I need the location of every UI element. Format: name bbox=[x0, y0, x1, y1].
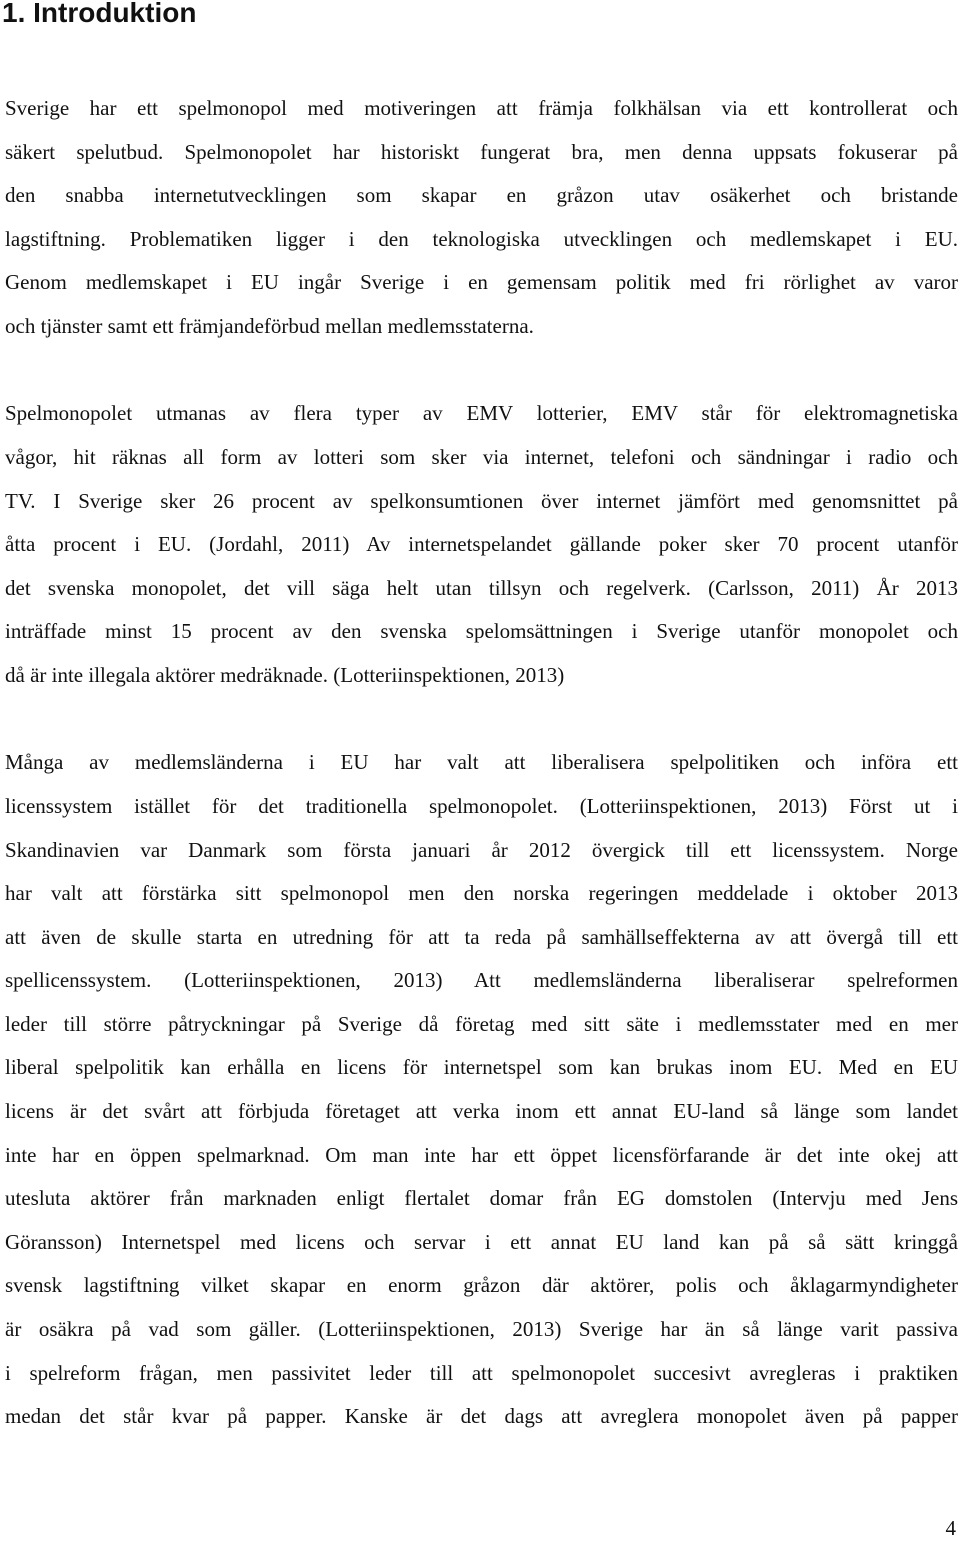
text-line: det svenska monopolet, det vill säga helt utan tillsyn och regelverk. (Carlsson, 2011) År 2013 bbox=[5, 576, 958, 600]
text-line: svensk lagstiftning vilket skapar en enorm gråzon där aktörer, polis och åklagarmyndigheter bbox=[5, 1273, 958, 1297]
text-line: Göransson) Internetspel med licens och servar i ett annat EU land kan på så sätt kringgå bbox=[5, 1230, 958, 1254]
text-line: utesluta aktörer från marknaden enligt flertalet domar från EG domstolen (Intervju med Jens bbox=[5, 1186, 958, 1210]
text-line: har valt att förstärka sitt spelmonopol men den norska regeringen meddelade i oktober 2013 bbox=[5, 881, 958, 905]
text-line: inte har en öppen spelmarknad. Om man inte har ett öppet licensförfarande är det inte okej att bbox=[5, 1143, 958, 1167]
text-line: att även de skulle starta en utredning för att ta reda på samhällseffekterna av att övergå till ett bbox=[5, 925, 958, 949]
text-line: den snabba internetutvecklingen som skapar en gråzon utav osäkerhet och bristande bbox=[5, 183, 958, 207]
text-line: medan det står kvar på papper. Kanske är det dags att avreglera monopolet även på papper bbox=[5, 1404, 958, 1428]
text-line: och tjänster samt ett främjandeförbud mellan medlemsstaterna. bbox=[5, 314, 534, 338]
text-line: är osäkra på vad som gäller. (Lotteriinspektionen, 2013) Sverige har än så länge varit passiva bbox=[5, 1317, 958, 1341]
text-line: åtta procent i EU. (Jordahl, 2011) Av internetspelandet gällande poker sker 70 procent utanför bbox=[5, 532, 958, 556]
text-line: TV. I Sverige sker 26 procent av spelkonsumtionen över internet jämfört med genomsnittet på bbox=[5, 489, 958, 513]
text-line: licens är det svårt att förbjuda företaget att verka inom ett annat EU-land så länge som landet bbox=[5, 1099, 958, 1123]
text-line: Genom medlemskapet i EU ingår Sverige i en gemensam politik med fri rörlighet av varor bbox=[5, 270, 958, 294]
text-line: lagstiftning. Problematiken ligger i den teknologiska utvecklingen och medlemskapet i EU. bbox=[5, 227, 958, 251]
text-line: Skandinavien var Danmark som första januari år 2012 övergick till ett licenssystem. Norge bbox=[5, 838, 958, 862]
page-number: 4 bbox=[945, 1516, 956, 1540]
text-line: liberal spelpolitik kan erhålla en licens för internetspel som kan brukas inom EU. Med en EU bbox=[5, 1055, 958, 1079]
text-line: inträffade minst 15 procent av den svenska spelomsättningen i Sverige utanför monopolet och bbox=[5, 619, 958, 643]
text-line: Spelmonopolet utmanas av flera typer av EMV lotterier, EMV står för elektromagnetiska bbox=[5, 401, 958, 425]
section-heading: 1. Introduktion bbox=[2, 0, 197, 28]
text-line: vågor, hit räknas all form av lotteri som sker via internet, telefoni och sändningar i radio och bbox=[5, 445, 958, 469]
text-line: säkert spelutbud. Spelmonopolet har historiskt fungerat bra, men denna uppsats fokuserar på bbox=[5, 140, 958, 164]
text-line: Sverige har ett spelmonopol med motiveringen att främja folkhälsan via ett kontrollerat och bbox=[5, 96, 958, 120]
text-line: då är inte illegala aktörer medräknade. (Lotteriinspektionen, 2013) bbox=[5, 663, 565, 687]
text-line: spellicenssystem. (Lotteriinspektionen, 2013) Att medlemsländerna liberaliserar spelreformen bbox=[5, 968, 958, 992]
text-line: Många av medlemsländerna i EU har valt att liberalisera spelpolitiken och införa ett bbox=[5, 750, 958, 774]
text-line: leder till större påtryckningar på Sverige då företag med sitt säte i medlemsstater med en mer bbox=[5, 1012, 958, 1036]
text-line: licenssystem istället för det traditionella spelmonopolet. (Lotteriinspektionen, 2013) Först ut i bbox=[5, 794, 958, 818]
text-line: i spelreform frågan, men passivitet leder till att spelmonopolet succesivt avregleras i praktiken bbox=[5, 1361, 958, 1385]
